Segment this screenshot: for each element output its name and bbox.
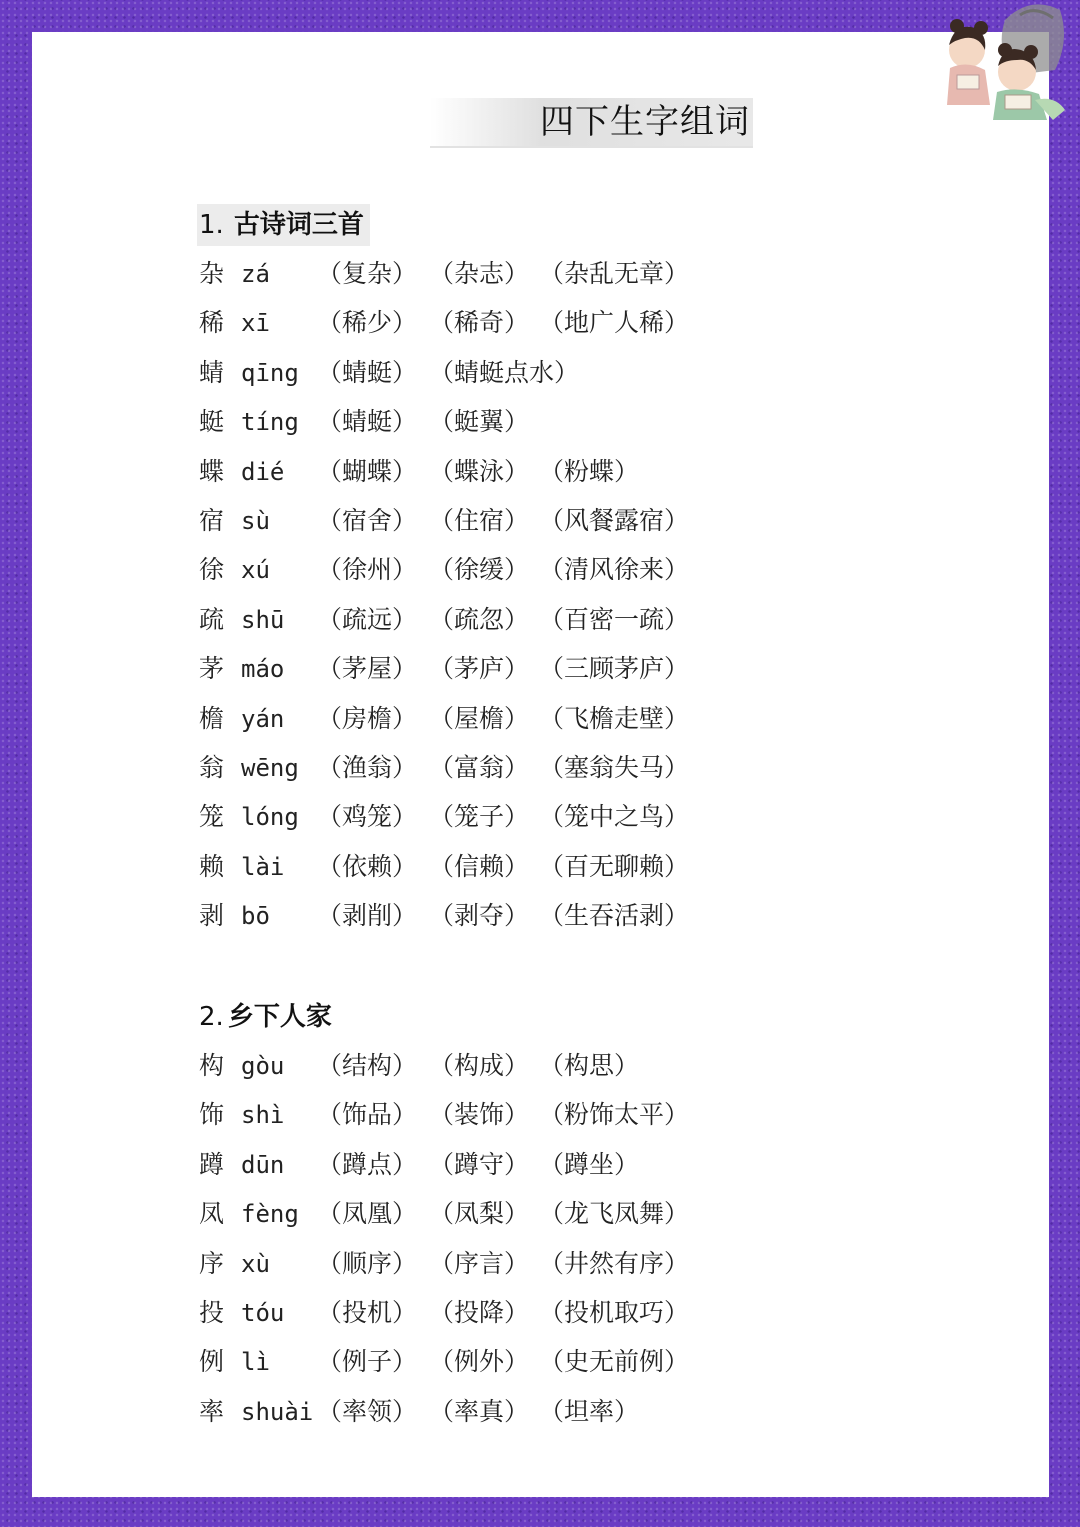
reading-children-illustration — [935, 0, 1070, 125]
word-3: （坦率） — [539, 1397, 640, 1426]
word-3: （井然有序） — [539, 1249, 690, 1278]
word-3: （杂乱无章） — [539, 259, 690, 288]
word-2: （率真） — [429, 1397, 530, 1426]
word-2: （蝶泳） — [429, 457, 530, 486]
pinyin: tóu — [241, 1299, 285, 1327]
word-2: （构成） — [429, 1051, 530, 1080]
hanzi-char: 稀 — [199, 308, 225, 337]
word-2: （杂志） — [429, 259, 530, 288]
word-3: （构思） — [539, 1051, 640, 1080]
hanzi-char: 檐 — [199, 704, 225, 733]
word-3: （笼中之鸟） — [539, 802, 690, 831]
hanzi-char: 投 — [199, 1298, 225, 1327]
pinyin: xú — [241, 556, 270, 584]
word-1: （疏远） — [317, 605, 418, 634]
pinyin: dūn — [241, 1151, 285, 1179]
word-2: （稀奇） — [429, 308, 530, 337]
hanzi-char: 翁 — [199, 753, 225, 782]
hanzi-char: 徐 — [199, 555, 225, 584]
word-3: （百密一疏） — [539, 605, 690, 634]
pinyin: lài — [241, 853, 285, 881]
word-3: （生吞活剥） — [539, 901, 690, 930]
word-3: （投机取巧） — [539, 1298, 690, 1327]
hanzi-char: 凤 — [199, 1199, 225, 1228]
word-1: （饰品） — [317, 1100, 418, 1129]
word-1: （稀少） — [317, 308, 418, 337]
word-2: （住宿） — [429, 506, 530, 535]
hanzi-char: 赖 — [199, 852, 225, 881]
word-1: （顺序） — [317, 1249, 418, 1278]
word-2: （疏忽） — [429, 605, 530, 634]
word-2: （投降） — [429, 1298, 530, 1327]
pinyin: máo — [241, 655, 285, 683]
word-2: （蜓翼） — [429, 407, 530, 436]
pinyin: lì — [241, 1348, 270, 1376]
section-number: 2. — [199, 1002, 224, 1032]
word-3: （龙飞凤舞） — [539, 1199, 690, 1228]
pinyin: tíng — [241, 408, 299, 436]
section-header-1 — [197, 204, 370, 246]
word-1: （投机） — [317, 1298, 418, 1327]
pinyin: bō — [241, 902, 270, 930]
hanzi-char: 率 — [199, 1397, 225, 1426]
pinyin: yán — [241, 705, 285, 733]
word-2: （凤梨） — [429, 1199, 530, 1228]
word-1: （渔翁） — [317, 753, 418, 782]
word-1: （结构） — [317, 1051, 418, 1080]
word-1: （蹲点） — [317, 1150, 418, 1179]
word-1: （依赖） — [317, 852, 418, 881]
word-2: （蹲守） — [429, 1150, 530, 1179]
pinyin: qīng — [241, 359, 299, 387]
word-2: （信赖） — [429, 852, 530, 881]
pinyin: zá — [241, 260, 270, 288]
pinyin: fèng — [241, 1200, 299, 1228]
hanzi-char: 蝶 — [199, 457, 225, 486]
word-1: （例子） — [317, 1347, 418, 1376]
word-1: （率领） — [317, 1397, 418, 1426]
pinyin: shuài — [241, 1398, 314, 1426]
word-2: （序言） — [429, 1249, 530, 1278]
pinyin: dié — [241, 458, 285, 486]
word-1: （茅屋） — [317, 654, 418, 683]
word-1: （宿舍） — [317, 506, 418, 535]
word-3: （清风徐来） — [539, 555, 690, 584]
word-2: （富翁） — [429, 753, 530, 782]
hanzi-char: 序 — [199, 1249, 225, 1278]
hanzi-char: 例 — [199, 1347, 225, 1376]
section-heading: 古诗词三首 — [233, 210, 364, 240]
pinyin: lóng — [241, 803, 299, 831]
word-2: （屋檐） — [429, 704, 530, 733]
pinyin: shì — [241, 1101, 285, 1129]
word-1: （徐州） — [317, 555, 418, 584]
word-1: （蜻蜓） — [317, 407, 418, 436]
word-1: （蝴蝶） — [317, 457, 418, 486]
pinyin: gòu — [241, 1052, 285, 1080]
section-header-2 — [197, 996, 338, 1038]
hanzi-char: 饰 — [199, 1100, 225, 1129]
hanzi-char: 疏 — [199, 605, 225, 634]
word-3: （粉饰太平） — [539, 1100, 690, 1129]
section-number: 1. — [199, 210, 224, 240]
pinyin: shū — [241, 606, 285, 634]
word-2: （例外） — [429, 1347, 530, 1376]
word-1: （凤凰） — [317, 1199, 418, 1228]
word-3: （粉蝶） — [539, 457, 640, 486]
word-3: （塞翁失马） — [539, 753, 690, 782]
section-heading: 乡下人家 — [227, 1002, 332, 1032]
word-1: （房檐） — [317, 704, 418, 733]
hanzi-char: 蜓 — [199, 407, 225, 436]
page-title: 四下生字组词 — [540, 102, 750, 142]
word-2: （装饰） — [429, 1100, 530, 1129]
word-2: （茅庐） — [429, 654, 530, 683]
word-2: （笼子） — [429, 802, 530, 831]
hanzi-char: 杂 — [199, 259, 225, 288]
hanzi-char: 蜻 — [199, 358, 225, 387]
word-2: （剥夺） — [429, 901, 530, 930]
hanzi-char: 茅 — [199, 654, 225, 683]
word-2: （徐缓） — [429, 555, 530, 584]
word-1: （蜻蜓） — [317, 358, 418, 387]
word-3: （蹲坐） — [539, 1150, 640, 1179]
hanzi-char: 宿 — [199, 506, 225, 535]
hanzi-char: 构 — [199, 1051, 225, 1080]
word-1: （复杂） — [317, 259, 418, 288]
word-1: （剥削） — [317, 901, 418, 930]
hanzi-char: 剥 — [199, 901, 225, 930]
word-3: （飞檐走壁） — [539, 704, 690, 733]
word-3: （地广人稀） — [539, 308, 690, 337]
word-3: （百无聊赖） — [539, 852, 690, 881]
word-3: （三顾茅庐） — [539, 654, 690, 683]
word-1: （鸡笼） — [317, 802, 418, 831]
word-2: （蜻蜓点水） — [429, 358, 580, 387]
word-3: （史无前例） — [539, 1347, 690, 1376]
pinyin: xī — [241, 309, 270, 337]
pinyin: sù — [241, 507, 270, 535]
hanzi-char: 笼 — [199, 802, 225, 831]
pinyin: xù — [241, 1250, 270, 1278]
hanzi-char: 蹲 — [199, 1150, 225, 1179]
word-3: （风餐露宿） — [539, 506, 690, 535]
pinyin: wēng — [241, 754, 299, 782]
